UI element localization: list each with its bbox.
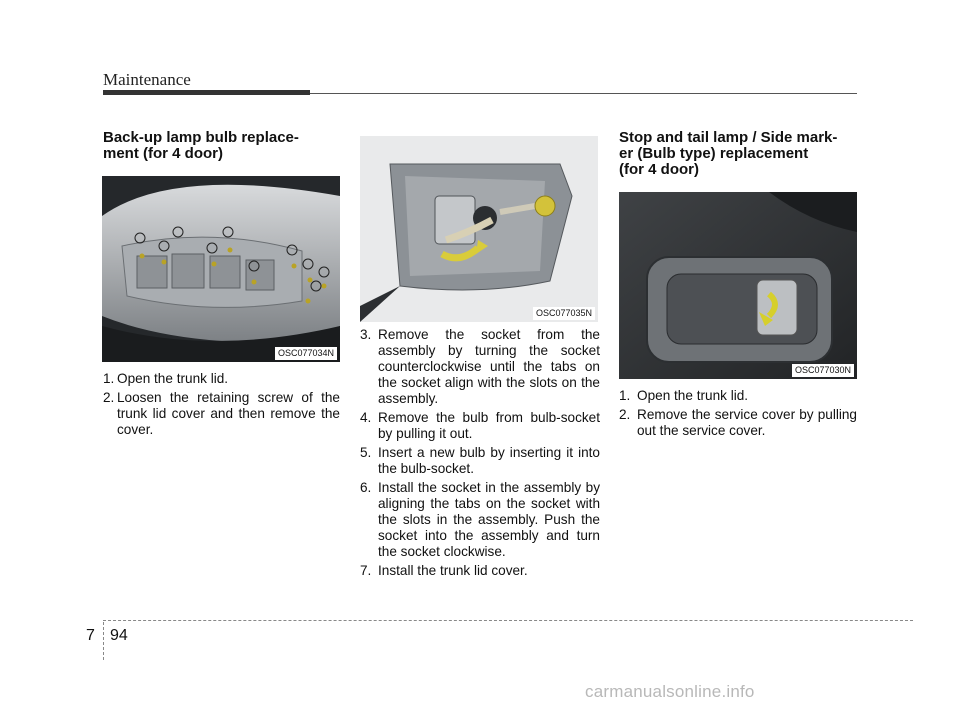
service-cover-illustration bbox=[619, 192, 857, 379]
left-title-line1: Back-up lamp bulb replace- bbox=[103, 129, 299, 146]
right-title-line3: (for 4 door) bbox=[619, 161, 699, 178]
list-item: 3. Remove the socket from the assembly by turning the socket counterclockwise until the tabs on the socket align with the slots on the assembly. bbox=[360, 327, 600, 406]
trunk-lid-illustration bbox=[102, 176, 340, 362]
service-cover-figure bbox=[619, 192, 857, 379]
list-item: 1. Open the trunk lid. bbox=[103, 371, 229, 386]
list-item: 6. Install the socket in the assembly by aligning the tabs on the socket with the slots in the assembly. Push the socket into the assembly and turn the socket clockwise. bbox=[360, 480, 600, 559]
middle-figure-code: OSC077035N bbox=[533, 307, 595, 320]
left-figure-code: OSC077034N bbox=[275, 347, 337, 360]
list-item: 2. Loosen the retaining screw of the trunk lid cover and then remove the cover. bbox=[103, 390, 340, 437]
left-title-line2: ment (for 4 door) bbox=[103, 145, 223, 162]
chapter-number: 7 bbox=[86, 627, 95, 644]
footer-rule bbox=[103, 620, 913, 621]
list-item: 1. Open the trunk lid. bbox=[619, 388, 749, 403]
middle-steps-list bbox=[360, 327, 600, 582]
right-title-line2: er (Bulb type) replacement bbox=[619, 145, 809, 162]
list-item: 5. Insert a new bulb by inserting it into the bulb-socket. bbox=[360, 445, 600, 476]
right-steps-list bbox=[619, 388, 857, 442]
left-steps-list bbox=[103, 371, 340, 441]
header-rule-thin bbox=[310, 93, 857, 94]
trunk-lid-figure bbox=[102, 176, 340, 362]
right-title-line1: Stop and tail lamp / Side mark- bbox=[619, 129, 838, 146]
header-title: Maintenance bbox=[103, 70, 191, 89]
list-item: 7. Install the trunk lid cover. bbox=[360, 563, 528, 578]
list-item: 2. Remove the service cover by pulling out the service cover. bbox=[619, 407, 857, 438]
header-rule-thick bbox=[103, 90, 310, 95]
page-number: 94 bbox=[110, 627, 128, 644]
list-item: 4. Remove the bulb from bulb-socket by pulling it out. bbox=[360, 410, 600, 441]
socket-figure bbox=[360, 136, 598, 322]
left-section-title bbox=[103, 130, 343, 162]
right-section-title bbox=[619, 130, 859, 178]
right-figure-code: OSC077030N bbox=[792, 364, 854, 377]
footer-vertical-rule bbox=[103, 622, 104, 660]
socket-illustration bbox=[360, 136, 598, 322]
watermark: carmanualsonline.info bbox=[585, 682, 755, 701]
